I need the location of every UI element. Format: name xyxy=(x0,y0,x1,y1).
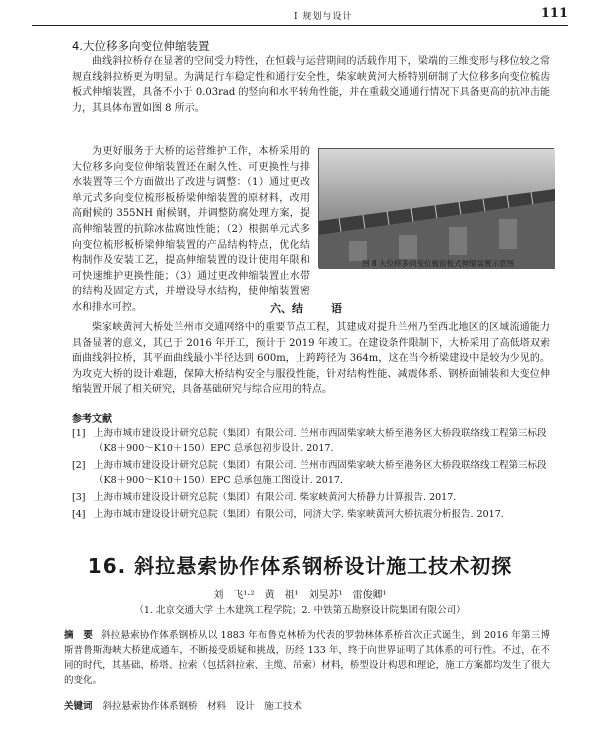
reference-item xyxy=(72,490,552,505)
abstract-text: 斜拉悬索协作体系钢桥从以 1883 年布鲁克林桥为代表的罗勃林体系桥首次正式诞生，到 2016 年第三博斯普鲁斯海峡大桥建成通车，不断接受质疑和挑战，历经 133 年，终于向世界证明了其体系的可行性。不过，在不同的时代，其基础、桥塔、拉索（包括斜拉索、主缆、吊索）材料，桥型设计构思和理论，施工方案都均发生了很大的变化。 xyxy=(64,630,550,686)
reference-number: [3] xyxy=(72,492,86,503)
section-6-heading-part-a: 六、结 xyxy=(270,302,303,315)
section-4-heading: 4.大位移多向变位伸缩装置 xyxy=(72,39,210,53)
section-6-heading-part-b: 语 xyxy=(331,302,342,315)
section-4-paragraph-1: 曲线斜拉桥存在显著的空间受力特性，在恒载与运营期间的活载作用下，梁端的三维变形与移位较之常规直线斜拉桥更为明显。为满足行车稳定性和通行安全性，柴家峡黄河大桥特别研制了大位移多向变位梳齿板式伸缩装置，具备不小于 0.03rad 的竖向和水平转角性能，并在重载交通通行情况下具备更高的抗冲击能力，其具体布置如图 8 所示。 xyxy=(72,56,550,114)
figure-8-expansion-joint-photo xyxy=(318,148,554,268)
page-header xyxy=(32,6,568,26)
reference-text: 上海市城市建设设计研究总院（集团）有限公司. 兰州市西固柴家峡大桥至港务区大桥段联络线工程第三标段（K8＋900～K10＋150）EPC 总承包初步设计. 2017. xyxy=(94,428,547,454)
reference-text: 上海市城市建设设计研究总院（集团）有限公司. 兰州市西固柴家峡大桥至港务区大桥段联络线工程第三标段（K8＋900～K10＋150）EPC 总承包施工图设计. 2017. xyxy=(94,460,547,486)
running-head: Ⅰ 规划与设计 xyxy=(294,12,353,22)
abstract-label: 摘 要 xyxy=(64,630,94,641)
reference-number: [4] xyxy=(72,509,86,520)
expansion-joint-illustration xyxy=(319,149,555,269)
article-abstract xyxy=(64,628,550,688)
page-number: 111 xyxy=(540,6,568,21)
reference-text: 上海市城市建设设计研究总院（集团）有限公司，同济大学. 柴家峡黄河大桥抗震分析报告. 2017. xyxy=(94,509,504,520)
section-4-paragraph-2: 为更好服务于大桥的运营维护工作，本桥采用的大位移多向变位伸缩装置还在耐久性、可更换性与排水装置等三个方面做出了改进与调整：（1）通过更改单元式多向变位梳形板桥梁伸缩装置的原材料，改用高耐候的 355NH 耐候钢，并调整防腐处理方案，提高伸缩装置的抗除冰盐腐蚀性能；（2）根据单元式多向变位梳形板桥梁伸缩装置的产品结构特点，优化结构制作及安装工艺，提高伸缩装置的设计使用年限和可快速维护更换性能；（3）通过更改伸缩装置止水带的结构及固定方式，并增设导水结构，使伸缩装置密水和排水可控。 xyxy=(72,146,310,313)
reference-item xyxy=(72,507,552,522)
reference-text: 上海市城市建设设计研究总院（集团）有限公司. 柴家峡黄河大桥静力计算报告. 2017. xyxy=(94,492,457,503)
keywords-text: 斜拉悬索协作体系钢桥 材料 设计 施工技术 xyxy=(102,701,303,712)
reference-item xyxy=(72,426,552,456)
section-6-paragraph: 柴家峡黄河大桥处兰州市交通网络中的重要节点工程，其建成对提升兰州乃至西北地区的区域流通能力具备显著的意义，其已于 2016 年开工，预计于 2019 年竣工。在建设条件限制下，大桥采用了高低塔双索面曲线斜拉桥，其平面曲线最小半径达到 600m，上跨跨径为 364m，这在当今桥梁建设中是较为少见的。为攻克大桥的设计难题，保障大桥结构安全与服役性能，针对结构性能、减震体系、钢桥面铺装和大变位伸缩装置开展了相关研究，具备基础研究与综合应用的特点。 xyxy=(72,322,550,396)
article-affiliation: （1. 北京交通大学 土木建筑工程学院；2. 中铁第五勘察设计院集团有限公司） xyxy=(134,605,466,616)
article-title: 16. 斜拉悬索协作体系钢桥设计施工技术初探 xyxy=(87,554,513,578)
article-authors: 刘 飞¹·² 黄 祖¹ 刘昊苏¹ 雷俊卿¹ xyxy=(213,590,387,601)
reference-number: [2] xyxy=(72,460,86,471)
references-list xyxy=(72,426,552,524)
section-6-heading xyxy=(270,300,342,316)
keywords-label: 关键词 xyxy=(64,701,93,712)
reference-number: [1] xyxy=(72,428,86,439)
references-title: 参考文献 xyxy=(72,414,112,425)
figure-8-caption: 图 8 大位移多向变位梳齿板式伸缩装置示意图 xyxy=(362,259,515,268)
reference-item xyxy=(72,458,552,488)
article-keywords xyxy=(64,698,302,712)
